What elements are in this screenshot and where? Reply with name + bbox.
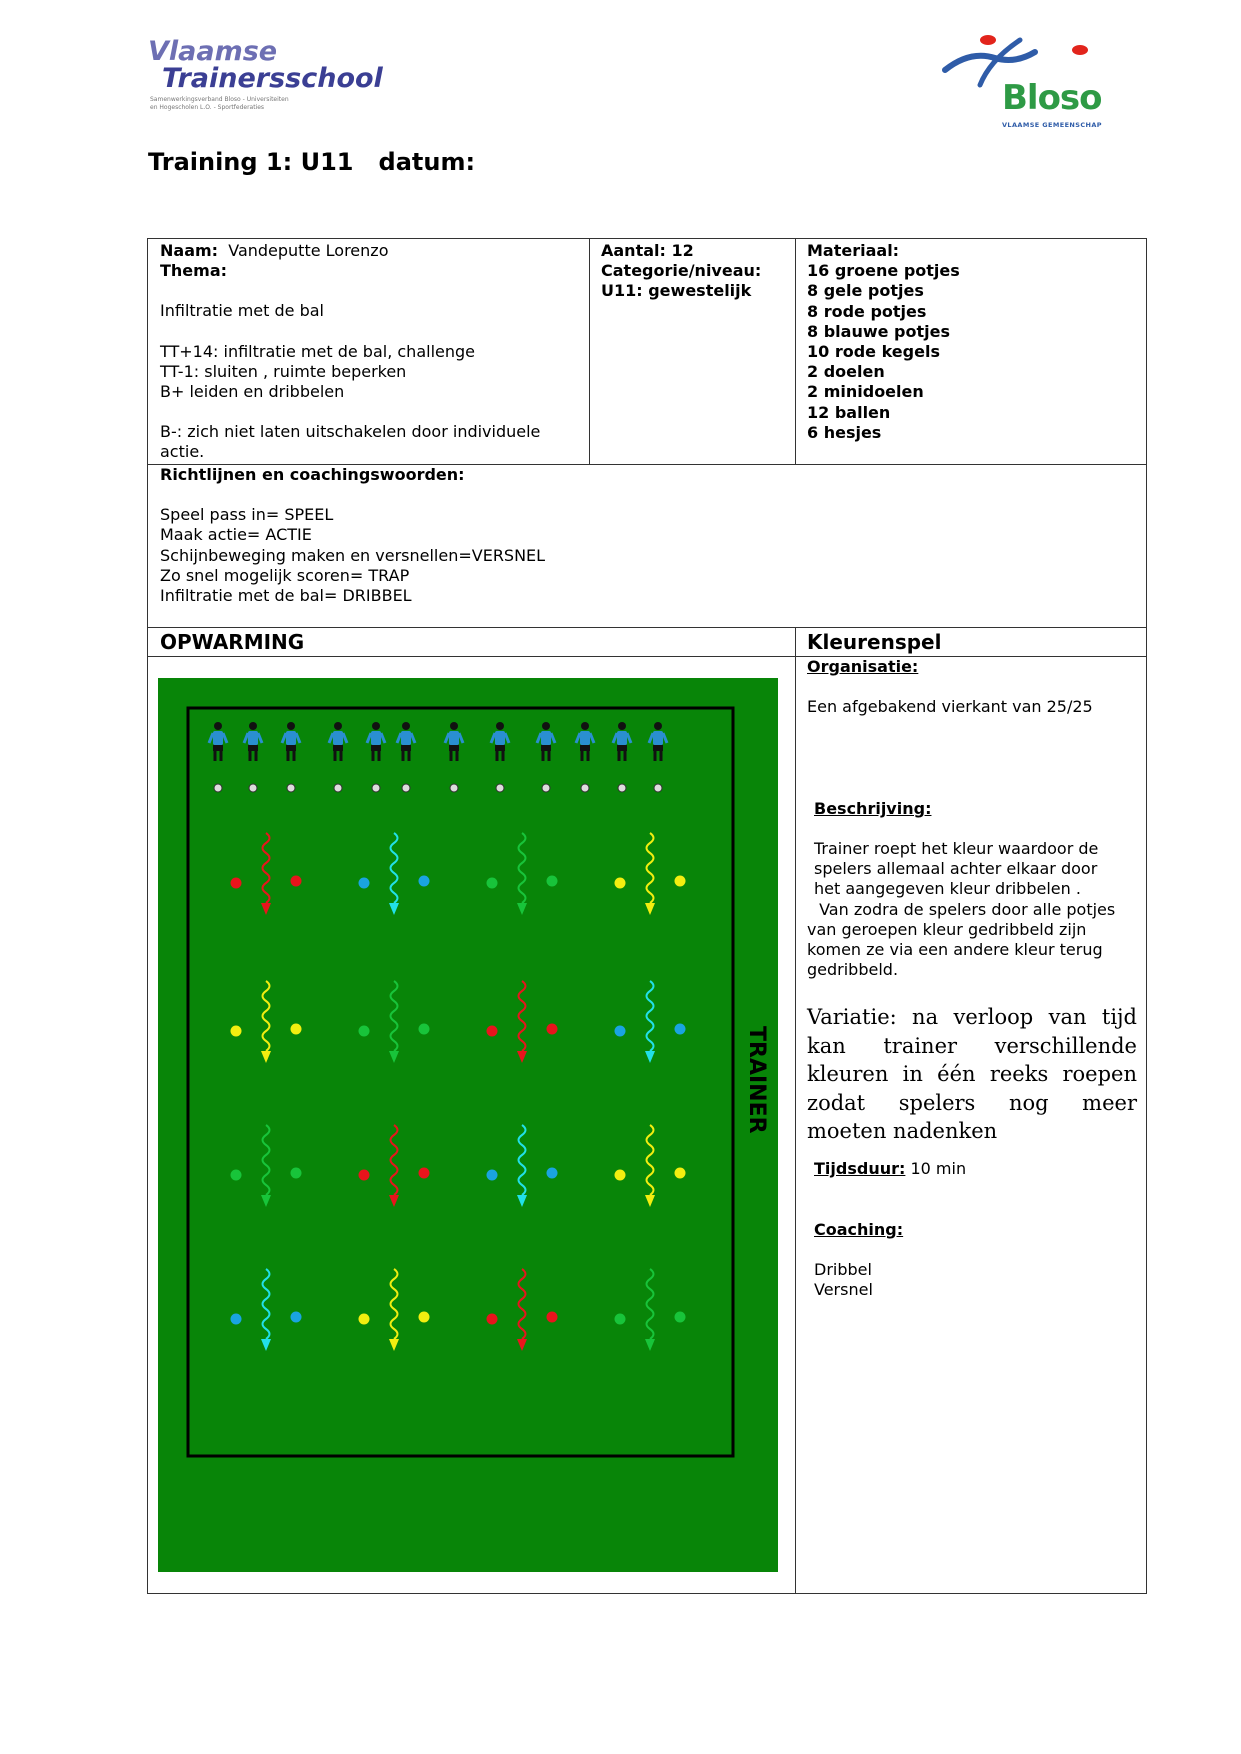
materiaal-item: 16 groene potjes xyxy=(807,261,960,281)
col-divider-1 xyxy=(589,239,590,464)
col-divider-3 xyxy=(795,627,796,1593)
cone-icon xyxy=(547,1312,558,1323)
dribble-arrow xyxy=(647,981,654,1051)
cone-pair xyxy=(615,1125,686,1207)
categorie: Categorie/niveau: xyxy=(601,261,762,281)
beschrijving-line: gedribbeld. xyxy=(807,960,899,980)
player-icon xyxy=(397,722,415,792)
opwarming-header: OPWARMING xyxy=(160,630,305,654)
ball-icon xyxy=(496,784,504,792)
cone-pair xyxy=(231,833,302,915)
cone-icon xyxy=(615,1314,626,1325)
dribble-arrow xyxy=(519,833,526,903)
cone-pair xyxy=(231,981,302,1063)
page-title: Training 1: U11 datum: xyxy=(148,148,476,176)
naam-value: Vandeputte Lorenzo xyxy=(228,241,389,260)
dribble-arrow xyxy=(647,1125,654,1195)
dribble-arrow xyxy=(519,981,526,1051)
beschrijving-line: het aangegeven kleur dribbelen . xyxy=(814,879,1081,899)
cone-pair xyxy=(359,1125,430,1207)
coaching-line: Versnel xyxy=(814,1280,873,1300)
materiaal-item: 12 ballen xyxy=(807,402,891,422)
dribble-arrow xyxy=(263,833,270,903)
cone-icon xyxy=(419,1168,430,1179)
ball-icon xyxy=(450,784,458,792)
cone-icon xyxy=(487,1026,498,1037)
cone-icon xyxy=(231,878,242,889)
details-cell xyxy=(807,657,1137,717)
materiaal-item: 10 rode kegels xyxy=(807,342,940,362)
arrow-head-icon xyxy=(517,903,527,915)
coaching-label: Coaching: xyxy=(814,1220,904,1239)
player-icon xyxy=(282,722,300,792)
cone-icon xyxy=(419,1024,430,1035)
ball-icon xyxy=(334,784,342,792)
beschrijving-line: Van zodra de spelers door alle potjes xyxy=(814,899,1116,919)
dribble-arrow xyxy=(263,981,270,1051)
dribble-arrow xyxy=(647,833,654,903)
player-icon xyxy=(244,722,262,792)
cone-pair xyxy=(615,833,686,915)
ball-icon xyxy=(287,784,295,792)
arrow-head-icon xyxy=(517,1195,527,1207)
arrow-head-icon xyxy=(517,1339,527,1351)
cone-pair xyxy=(487,981,558,1063)
cone-icon xyxy=(615,1170,626,1181)
arrow-head-icon xyxy=(517,1051,527,1063)
beschrijving-line: spelers allemaal achter elkaar door xyxy=(814,859,1098,879)
cone-icon xyxy=(487,878,498,889)
richtlijn-line: Zo snel mogelijk scoren= TRAP xyxy=(160,565,410,585)
arrow-head-icon xyxy=(645,1051,655,1063)
col-divider-2 xyxy=(795,239,796,464)
cone-pair xyxy=(615,981,686,1063)
logo-sub-2: en Hogescholen L.O. - Sportfederaties xyxy=(150,104,265,111)
dribble-arrow xyxy=(391,833,398,903)
cone-icon xyxy=(419,1312,430,1323)
materiaal-item: 8 blauwe potjes xyxy=(807,321,950,341)
info-cell-aantal xyxy=(601,241,791,302)
beschrijving-line: Trainer roept het kleur waardoor de xyxy=(814,839,1099,858)
cone-icon xyxy=(231,1170,242,1181)
kleurenspel-header: Kleurenspel xyxy=(807,630,942,654)
cone-icon xyxy=(615,1026,626,1037)
cone-icon xyxy=(291,1024,302,1035)
beschrijving-text-2 xyxy=(807,920,1137,981)
thema-line: B+ leiden en dribbelen xyxy=(160,382,345,402)
beschrijving-line: komen ze via een andere kleur terug xyxy=(807,940,1103,960)
cone-icon xyxy=(231,1314,242,1325)
arrow-head-icon xyxy=(645,1339,655,1351)
organisatie-text: Een afgebakend vierkant van 25/25 xyxy=(807,697,1093,717)
player-icon xyxy=(649,722,667,792)
cone-pair xyxy=(231,1269,302,1351)
info-cell-naam xyxy=(160,241,580,463)
niveau: U11: gewestelijk xyxy=(601,281,752,301)
richtlijn-line: Infiltratie met de bal= DRIBBEL xyxy=(160,586,412,606)
cone-icon xyxy=(547,1168,558,1179)
dribble-arrow xyxy=(519,1125,526,1195)
arrow-head-icon xyxy=(261,1339,271,1351)
dribble-arrow xyxy=(263,1269,270,1339)
beschrijving-text xyxy=(814,839,1144,920)
arrow-head-icon xyxy=(389,1339,399,1351)
player-icon xyxy=(576,722,594,792)
cone-pair xyxy=(359,981,430,1063)
cone-icon xyxy=(675,1312,686,1323)
player-icon xyxy=(445,722,463,792)
cone-icon xyxy=(547,1024,558,1035)
tijdsduur-row xyxy=(814,1159,1144,1179)
materiaal-label: Materiaal: xyxy=(807,241,900,260)
player-icon xyxy=(537,722,555,792)
thema-line: TT+14: infiltratie met de bal, challenge xyxy=(160,341,475,361)
cone-pair xyxy=(487,1269,558,1351)
cone-icon xyxy=(291,1168,302,1179)
cone-icon xyxy=(487,1170,498,1181)
tijdsduur-label: Tijdsduur: xyxy=(814,1159,906,1178)
cone-icon xyxy=(675,876,686,887)
player-icon xyxy=(329,722,347,792)
info-cell-materiaal xyxy=(807,241,1137,443)
beschrijving-block xyxy=(814,799,1144,819)
tijdsduur-value: 10 min xyxy=(910,1159,967,1178)
bloso-subtitle: VLAAMSE GEMEENSCHAP xyxy=(1002,121,1102,129)
ball-icon xyxy=(402,784,410,792)
thema-label: Thema: xyxy=(160,261,228,281)
logo-line-1: Vlaamse xyxy=(148,36,278,67)
player-icon xyxy=(209,722,227,792)
cone-pair xyxy=(615,1269,686,1351)
dribble-arrow xyxy=(519,1269,526,1339)
player-icon xyxy=(367,722,385,792)
cone-icon xyxy=(675,1168,686,1179)
cones-group xyxy=(231,833,686,1351)
coaching-line: Dribbel xyxy=(814,1260,872,1280)
players-group xyxy=(209,722,667,792)
materiaal-item: 2 minidoelen xyxy=(807,382,924,402)
cone-icon xyxy=(419,876,430,887)
cone-icon xyxy=(231,1026,242,1037)
cone-icon xyxy=(615,878,626,889)
arrow-head-icon xyxy=(645,903,655,915)
arrow-head-icon xyxy=(389,1195,399,1207)
cone-icon xyxy=(359,878,370,889)
dribble-arrow xyxy=(391,1269,398,1339)
arrow-head-icon xyxy=(261,1195,271,1207)
ball-icon xyxy=(654,784,662,792)
ball-icon xyxy=(372,784,380,792)
cone-pair xyxy=(359,1269,430,1351)
materiaal-item: 2 doelen xyxy=(807,362,885,382)
cone-pair xyxy=(487,1125,558,1207)
bloso-logo xyxy=(940,30,1125,135)
arrow-head-icon xyxy=(261,1051,271,1063)
cone-icon xyxy=(359,1026,370,1037)
dribble-arrow xyxy=(263,1125,270,1195)
ball-icon xyxy=(542,784,550,792)
ball-icon xyxy=(581,784,589,792)
player-icon xyxy=(491,722,509,792)
coaching-block xyxy=(814,1220,1144,1301)
player-icon xyxy=(613,722,631,792)
arrow-head-icon xyxy=(389,903,399,915)
cone-pair xyxy=(231,1125,302,1207)
richtlijn-line: Schijnbeweging maken en versnellen=VERSNEL xyxy=(160,545,546,565)
thema-line: TT-1: sluiten , ruimte beperken xyxy=(160,361,407,381)
cone-icon xyxy=(359,1314,370,1325)
materiaal-item: 6 hesjes xyxy=(807,422,882,442)
materiaal-item: 8 gele potjes xyxy=(807,281,924,301)
cone-icon xyxy=(675,1024,686,1035)
richtlijn-line: Maak actie= ACTIE xyxy=(160,525,312,545)
row-divider-2 xyxy=(148,627,1146,628)
ball-icon xyxy=(214,784,222,792)
thema-line: actie. xyxy=(160,442,205,462)
thema-line: B-: zich niet laten uitschakelen door individuele xyxy=(160,422,541,442)
richtlijn-line: Speel pass in= SPEEL xyxy=(160,505,334,525)
materiaal-item: 8 rode potjes xyxy=(807,301,927,321)
naam-label: Naam: xyxy=(160,241,219,260)
dribble-arrow xyxy=(647,1269,654,1339)
cone-pair xyxy=(487,833,558,915)
arrow-head-icon xyxy=(645,1195,655,1207)
cone-icon xyxy=(359,1170,370,1181)
cone-icon xyxy=(547,876,558,887)
dribble-arrow xyxy=(391,1125,398,1195)
beschrijving-label: Beschrijving: xyxy=(814,799,932,818)
richtlijnen-cell xyxy=(160,465,1060,606)
vlaamse-trainersschool-logo xyxy=(148,36,383,118)
field-diagram xyxy=(158,678,778,1572)
dribble-arrow xyxy=(391,981,398,1051)
arrow-head-icon xyxy=(261,903,271,915)
richtlijnen-label: Richtlijnen en coachingswoorden: xyxy=(160,465,465,484)
cone-icon xyxy=(291,876,302,887)
cone-icon xyxy=(487,1314,498,1325)
logo-sub-1: Samenwerkingsverband Bloso - Universiteiten xyxy=(150,96,289,103)
field-drawing xyxy=(158,678,778,1572)
variatie-text: Variatie: na verloop van tijd kan trainer verschillende kleuren in één reeks roepen zodat spelers nog meer moeten nadenken xyxy=(807,1005,1137,1143)
ball-icon xyxy=(249,784,257,792)
trainer-label: TRAINER xyxy=(744,1026,769,1134)
aantal: Aantal: 12 xyxy=(601,241,694,260)
cone-icon xyxy=(291,1312,302,1323)
arrow-head-icon xyxy=(389,1051,399,1063)
ball-icon xyxy=(618,784,626,792)
cone-pair xyxy=(359,833,430,915)
thema-line: Infiltratie met de bal xyxy=(160,301,324,321)
logo-line-2: Trainersschool xyxy=(162,63,383,94)
beschrijving-line: van geroepen kleur gedribbeld zijn xyxy=(807,920,1087,939)
bloso-wordmark: Bloso xyxy=(1002,78,1102,118)
organisatie-label: Organisatie: xyxy=(807,657,919,676)
